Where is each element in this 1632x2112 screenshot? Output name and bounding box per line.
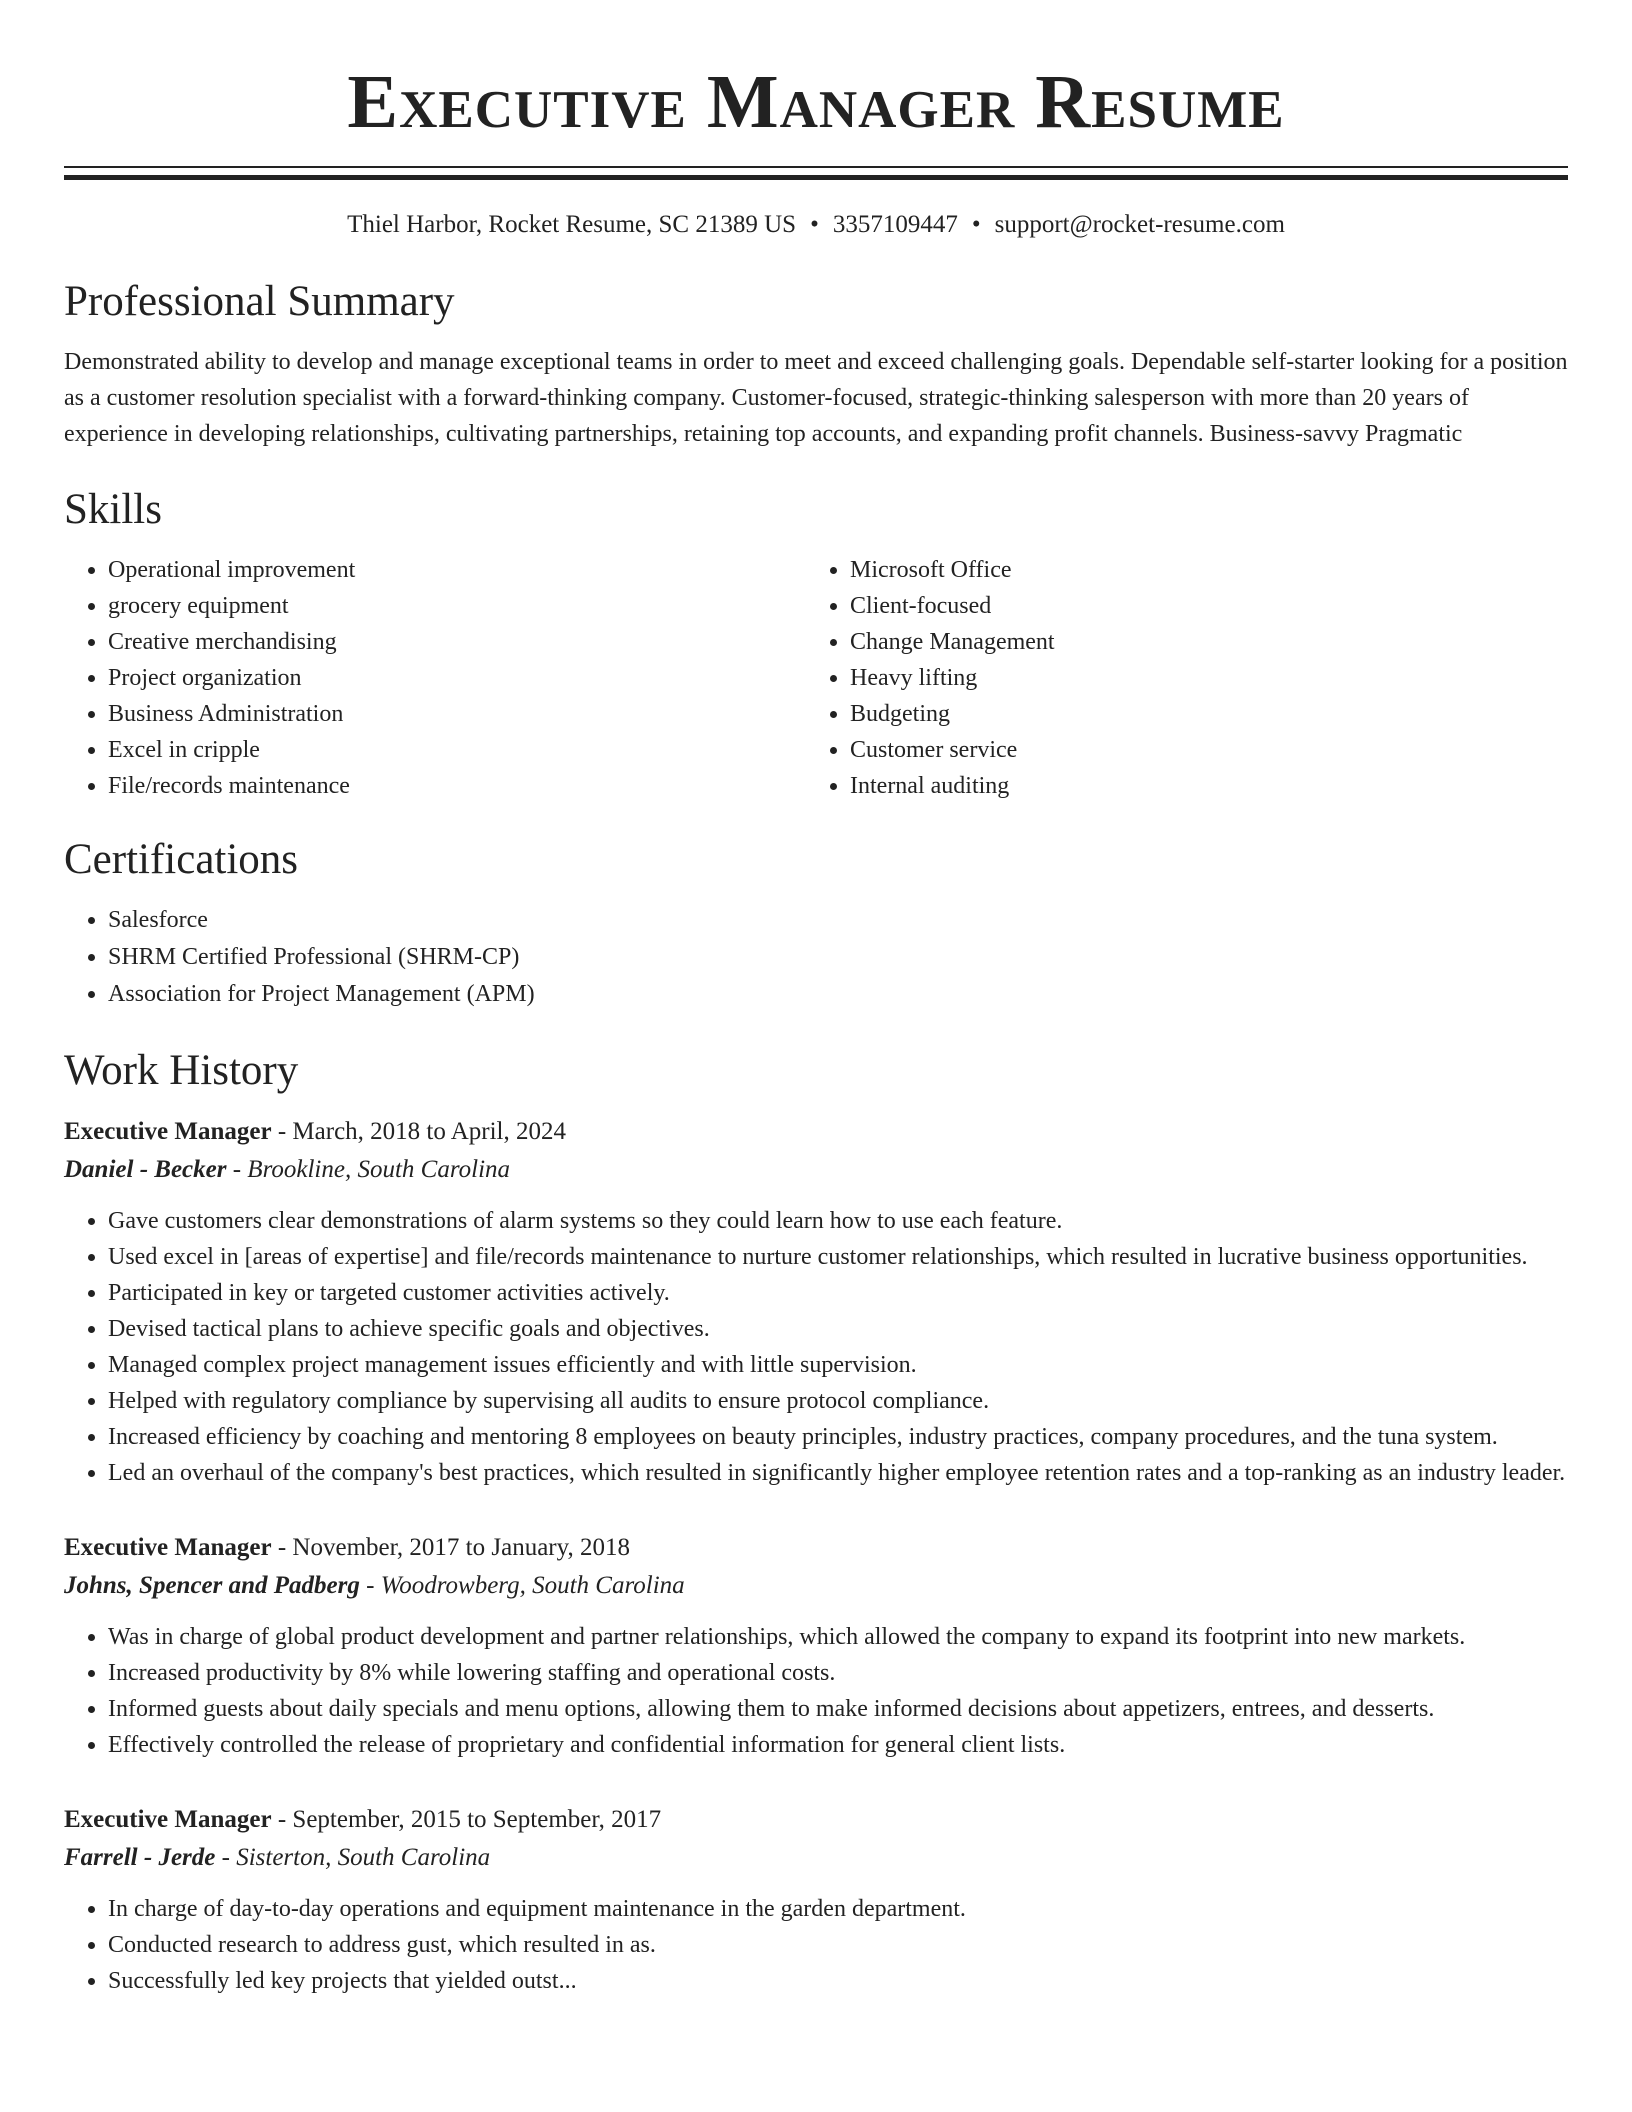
skill-item: • File/records maintenance: [108, 768, 806, 804]
work-history-section: [64, 1045, 1568, 1999]
skill-item: • Creative merchandising: [108, 624, 806, 660]
job-bullets: [64, 1203, 1568, 1491]
skill-item: • grocery equipment: [108, 588, 806, 624]
skill-item: • Excel in cripple: [108, 732, 806, 768]
job-bullet: • Participated in key or targeted customer activities actively.: [108, 1275, 1568, 1311]
resume-title: Executive Manager Resume: [347, 60, 1285, 144]
job-bullet: • Was in charge of global product development and partner relationships, which allowed the company to expand its footprint into new markets.: [108, 1619, 1568, 1655]
job-bullet: • Increased productivity by 8% while lowering staffing and operational costs.: [108, 1655, 1568, 1691]
certifications-section: [64, 834, 1568, 1013]
job-bullet: • Led an overhaul of the company's best practices, which resulted in significantly higher employee retention rates and a top-ranking as an industry leader.: [108, 1455, 1568, 1491]
job-bullet: • Gave customers clear demonstrations of alarm systems so they could learn how to use each feature.: [108, 1203, 1568, 1239]
skills-section: [64, 484, 1568, 804]
job-bullet: • Conducted research to address gust, which resulted in as.: [108, 1927, 1568, 1963]
summary-heading: Professional Summary: [64, 278, 455, 325]
skill-item: • Budgeting: [850, 696, 1548, 732]
job-company: Farrell - Jerde: [64, 1844, 216, 1871]
job-bullets: [64, 1619, 1568, 1763]
job-entry: [64, 1801, 1568, 1999]
job-dates: - March, 2018 to April, 2024: [271, 1118, 567, 1145]
job-bullet: • In charge of day-to-day operations and equipment maintenance in the garden department.: [108, 1891, 1568, 1927]
job-location: - Woodrowberg, South Carolina: [359, 1572, 685, 1599]
job-bullet: • Effectively controlled the release of proprietary and confidential information for general client lists.: [108, 1727, 1568, 1763]
certification-item: • SHRM Certified Professional (SHRM-CP): [108, 939, 1568, 976]
skill-item: • Project organization: [108, 660, 806, 696]
skills-column-left: [64, 552, 806, 804]
job-title: Executive Manager: [64, 1806, 272, 1833]
job-company: Daniel - Becker: [64, 1156, 227, 1183]
work-history-heading: Work History: [64, 1047, 299, 1094]
job-bullets: [64, 1891, 1568, 1999]
contact-separator: •: [810, 211, 819, 238]
job-entry: [64, 1529, 1568, 1763]
skill-item: • Internal auditing: [850, 768, 1548, 804]
job-location: - Sisterton, South Carolina: [215, 1844, 491, 1871]
title-divider-thick: [64, 175, 1568, 180]
job-company-line: [64, 1151, 1568, 1189]
skill-item: • Heavy lifting: [850, 660, 1548, 696]
certification-item: • Salesforce: [108, 902, 1568, 939]
contact-address: Thiel Harbor, Rocket Resume, SC 21389 US: [347, 211, 797, 238]
certification-item: • Association for Project Management (APM): [108, 976, 1568, 1013]
contact-phone: 3357109447: [832, 211, 958, 238]
job-bullet: • Helped with regulatory compliance by supervising all audits to ensure protocol compliance.: [108, 1383, 1568, 1419]
job-title: Executive Manager: [64, 1118, 272, 1145]
job-title-line: [64, 1529, 1568, 1567]
skill-item: • Business Administration: [108, 696, 806, 732]
job-dates: - September, 2015 to September, 2017: [271, 1806, 662, 1833]
skill-item: • Customer service: [850, 732, 1548, 768]
contact-separator: •: [971, 211, 981, 238]
summary-section: [64, 276, 1568, 452]
job-bullet: • Successfully led key projects that yielded outst...: [108, 1963, 1568, 1999]
summary-text: Demonstrated ability to develop and manage exceptional teams in order to meet and exceed challenging goals. Dependable self-starter looking for a position as a customer resolution specialist with a forward-thinking company. Customer-focused, strategic-thinking salesperson with more than 20 years of experience in developing relationships, cultivating partnerships, retaining top accounts, and expanding profit channels. Business-savvy Pragmatic: [64, 349, 1568, 447]
job-company: Johns, Spencer and Padberg: [64, 1572, 360, 1599]
job-entry: [64, 1113, 1568, 1491]
job-bullet: • Informed guests about daily specials and menu options, allowing them to make informed decisions about appetizers, entrees, and desserts.: [108, 1691, 1568, 1727]
skills-heading: Skills: [64, 486, 162, 533]
skills-column-right: [806, 552, 1548, 804]
job-title: Executive Manager: [64, 1534, 272, 1561]
contact-line: [64, 208, 1568, 242]
title-divider-thin: [64, 166, 1568, 168]
job-title-line: [64, 1801, 1568, 1839]
job-bullet: • Devised tactical plans to achieve specific goals and objectives.: [108, 1311, 1568, 1347]
job-dates: - November, 2017 to January, 2018: [271, 1534, 631, 1561]
skill-item: • Change Management: [850, 624, 1548, 660]
certifications-heading: Certifications: [64, 836, 299, 883]
skill-item: • Client-focused: [850, 588, 1548, 624]
job-title-line: [64, 1113, 1568, 1151]
job-bullet: • Increased efficiency by coaching and mentoring 8 employees on beauty principles, industry practices, company procedures, and the tuna system.: [108, 1419, 1568, 1455]
skill-item: • Operational improvement: [108, 552, 806, 588]
skills-grid: [64, 552, 1568, 804]
resume-page: [64, 0, 1568, 1999]
job-company-line: [64, 1839, 1568, 1877]
skill-item: • Microsoft Office: [850, 552, 1548, 588]
contact-email: support@rocket-resume.com: [994, 211, 1285, 238]
job-bullet: • Used excel in [areas of expertise] and file/records maintenance to nurture customer relationships, which resulted in lucrative business opportunities.: [108, 1239, 1568, 1275]
job-bullet: • Managed complex project management issues efficiently and with little supervision.: [108, 1347, 1568, 1383]
job-location: - Brookline, South Carolina: [226, 1156, 511, 1183]
job-company-line: [64, 1567, 1568, 1605]
